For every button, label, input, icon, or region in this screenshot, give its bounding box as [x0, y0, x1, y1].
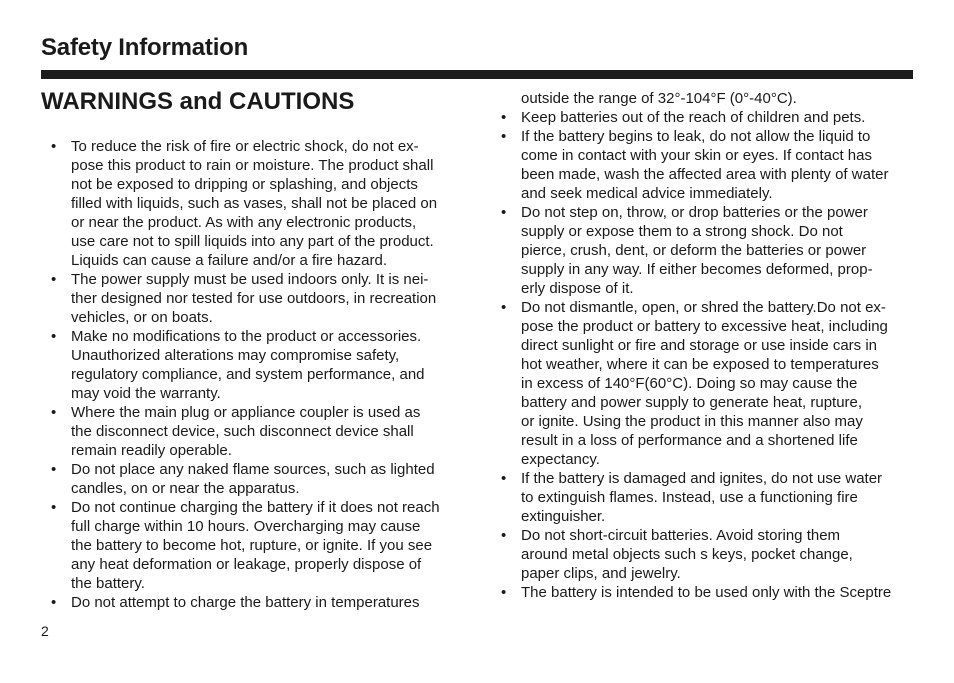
page-number: 2 — [41, 623, 49, 639]
warning-item — [41, 137, 471, 270]
bullet-point: • — [51, 271, 57, 288]
warning-text: Do not place any naked flame sources, such as lighted candles, on or near the apparatus. — [71, 461, 435, 497]
warning-item — [41, 403, 471, 460]
bullet-point: • — [51, 328, 57, 345]
warning-item — [491, 108, 921, 127]
warning-item — [491, 526, 921, 583]
warning-item — [41, 327, 471, 403]
warning-text: The power supply must be used indoors only. It is nei- ther designed nor tested for use outdoors, in recreation vehicles, or on boats. — [71, 271, 437, 326]
warnings-heading: WARNINGS and CAUTIONS — [41, 88, 355, 115]
warning-text: The battery is intended to be used only with the Sceptre — [521, 584, 892, 601]
warning-text: Do not continue charging the battery if it does not reach full charge within 10 hours. Overcharging may cause the battery to become hot, rupture, or ignite. If you see any heat deformation or leakage, properly dispose of the battery. — [71, 499, 440, 592]
warning-item — [41, 460, 471, 498]
bullet-point: • — [51, 404, 57, 421]
warning-text: Make no modifications to the product or accessories. Unauthorized alterations may compromise safety, regulatory compliance, and system performance, and may void the warranty. — [71, 328, 425, 402]
warnings-list-left — [41, 137, 471, 612]
continued-text: outside the range of 32°-104°F (0°-40°C). — [521, 90, 797, 107]
warning-item — [491, 298, 921, 469]
warning-item — [491, 127, 921, 203]
warning-text: Do not dismantle, open, or shred the battery.Do not ex- pose the product or battery to excessive heat, including direct sunlight or fire and storage or use inside cars in hot weather, where it can be exposed to temperatures in excess of 140°F(60°C). Doing so may cause the battery and power supply to generate heat, rupture, or ignite. Using the product in this manner also may result in a loss of performance and a shortened life expectancy. — [521, 299, 888, 468]
warning-item — [491, 469, 921, 526]
bullet-point: • — [51, 461, 57, 478]
warnings-list-right — [491, 89, 921, 602]
bullet-point: • — [51, 594, 57, 611]
bullet-point: • — [501, 299, 507, 316]
warning-text: If the battery is damaged and ignites, do not use water to extinguish flames. Instead, use a functioning fire extinguisher. — [521, 470, 883, 525]
bullet-point: • — [501, 109, 507, 126]
warning-text: Do not attempt to charge the battery in temperatures — [71, 594, 420, 611]
section-title: Safety Information — [41, 34, 249, 61]
bullet-point: • — [501, 204, 507, 221]
warning-text: Where the main plug or appliance coupler is used as the disconnect device, such disconnect device shall remain readily operable. — [71, 404, 421, 459]
warning-item — [491, 583, 921, 602]
bullet-point: • — [501, 527, 507, 544]
bullet-point: • — [51, 138, 57, 155]
header-divider — [41, 70, 913, 79]
bullet-point: • — [501, 128, 507, 145]
warning-text: Keep batteries out of the reach of children and pets. — [521, 109, 866, 126]
warning-item — [491, 203, 921, 298]
warning-text: If the battery begins to leak, do not allow the liquid to come in contact with your skin or eyes. If contact has been made, wash the affected area with plenty of water and seek medical advice immediately. — [521, 128, 889, 202]
bullet-point: • — [501, 470, 507, 487]
warning-item — [41, 498, 471, 593]
bullet-point: • — [501, 584, 507, 601]
bullet-point: • — [51, 499, 57, 516]
warning-text: To reduce the risk of fire or electric shock, do not ex- pose this product to rain or moisture. The product shall not be exposed to dripping or splashing, and objects filled with liquids, such as vases, shall not be placed on or near the product. As with any electronic products, use care not to spill liquids into any part of the product. Liquids can cause a failure and/or a fire hazard. — [71, 138, 438, 269]
warning-item — [41, 270, 471, 327]
warning-text: Do not short-circuit batteries. Avoid storing them around metal objects such s keys, pocket change, paper clips, and jewelry. — [521, 527, 853, 582]
warning-item — [41, 593, 471, 612]
warning-text: Do not step on, throw, or drop batteries or the power supply or expose them to a strong shock. Do not pierce, crush, dent, or deform the batteries or power supply in any way. If either becomes deformed, prop- erly dispose of it. — [521, 204, 873, 297]
